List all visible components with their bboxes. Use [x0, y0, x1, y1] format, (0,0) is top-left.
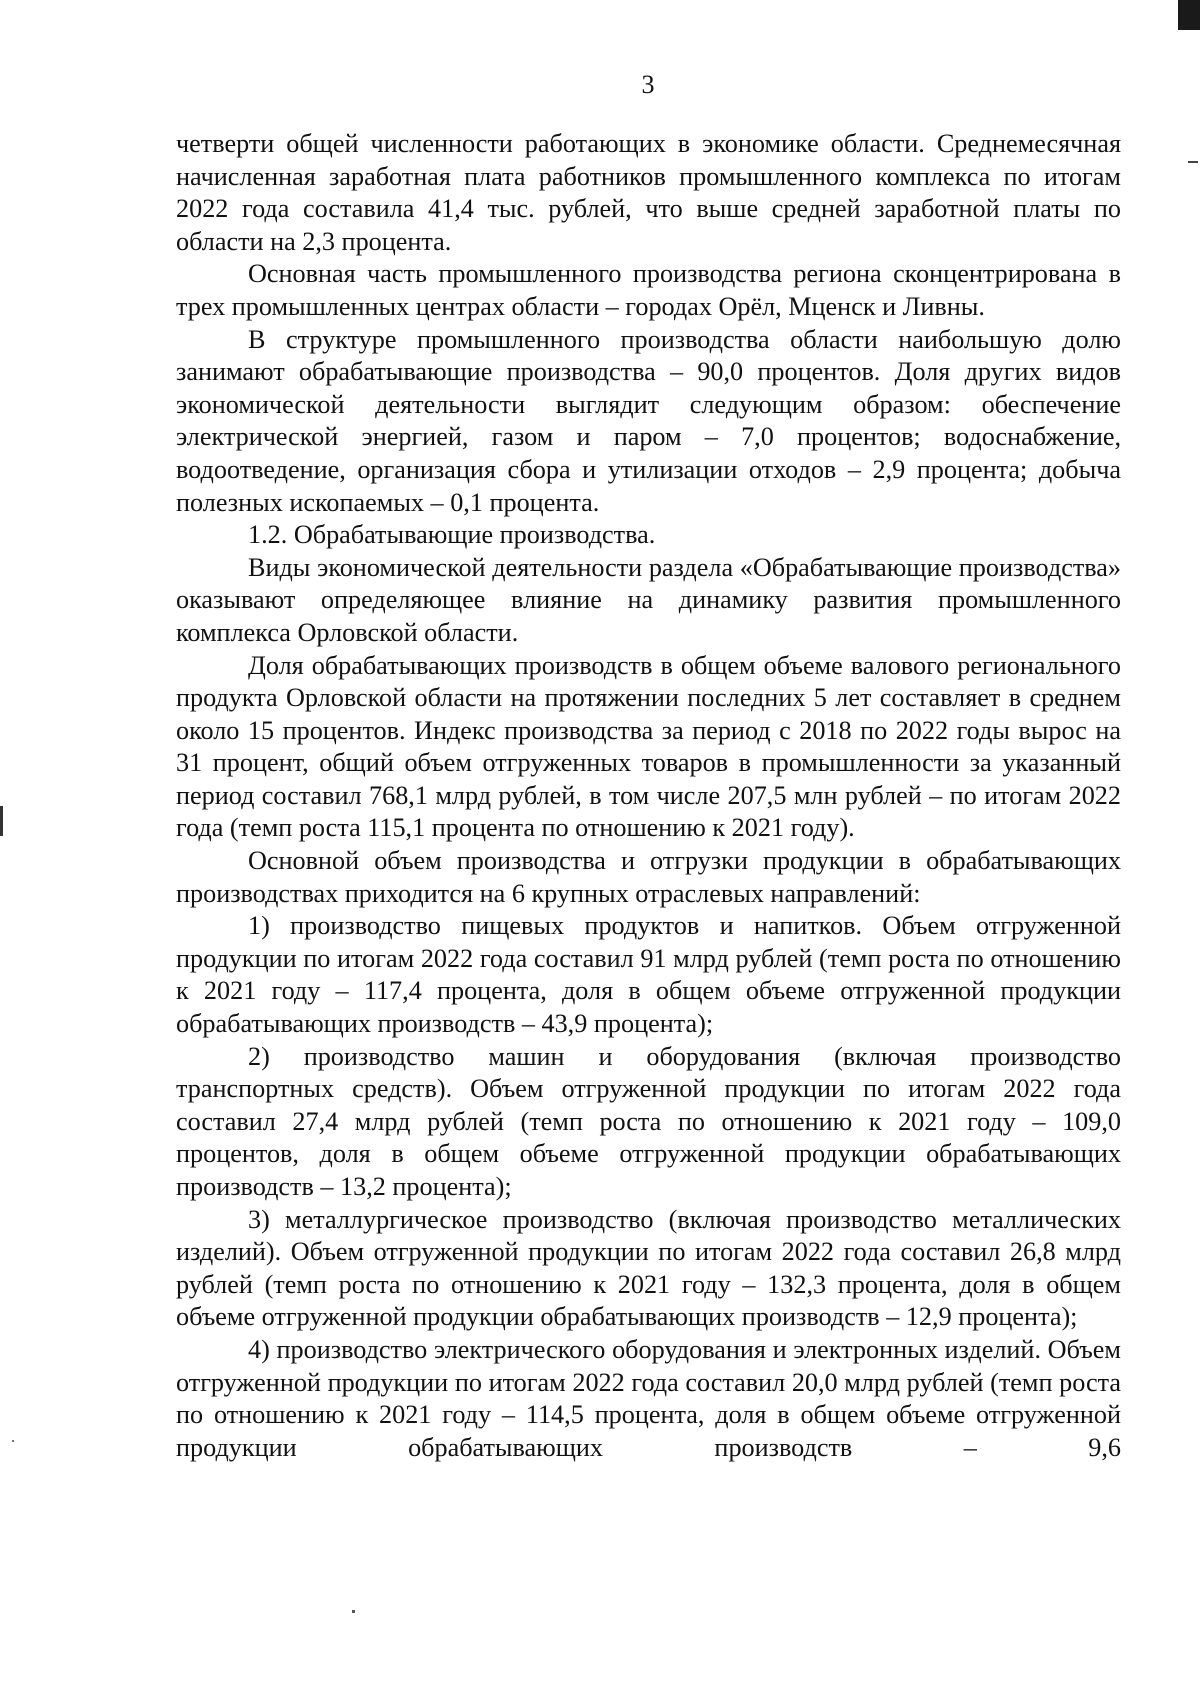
paragraph-manufacturing-share: Доля обрабатывающих производств в общем объеме валового регионального продукта Орловской области на протяжении последних 5 лет составляет в среднем около 15 процентов. Индекс производства за период с 2018 по 2022 годы вырос на 31 процент, общий объем отгруженных товаров в промышленности за указанный период составил 768,1 млрд рублей, в том числе 207,5 млн рублей – по итогам 2022 года (темп роста 115,1 процента по отношению к 2021 году). — [176, 650, 1121, 843]
page-number: 3 — [641, 70, 655, 99]
list-item-machinery-production: 2) производство машин и оборудования (включая производство транспортных средств). Объем отгруженной продукции по итогам 2022 года составил 27,4 млрд рублей (темп роста по отношению к 2021 году – 109,0 процентов, доля в общем объеме отгруженной продукции обрабатывающих производств – 13,2 процента); — [176, 1041, 1121, 1201]
scan-artifact-edge — [0, 806, 3, 836]
scan-artifact-corner — [1178, 0, 1200, 30]
paragraph-workforce-share: четверти общей численности работающих в экономике области. Среднемесячная начисленная заработная плата работников промышленного комплекса по итогам 2022 года составила 41,4 тыс. рублей, что выше средней заработной платы по области на 2,3 процента. — [176, 129, 1121, 256]
list-item-electrical-production: 4) производство электрического оборудования и электронных изделий. Объем отгруженной продукции по итогам 2022 года составил 20,0 млрд рублей (темп роста по отношению к 2021 году – 114,5 процента, доля в общем объеме отгруженной продукции обрабатывающих производств – 9,6 — [176, 1334, 1121, 1462]
paragraph-industrial-centers: Основная часть промышленного производства региона сконцентрирована в трех промышленных центрах области – городах Орёл, Мценск и Ливны. — [176, 259, 1121, 321]
paragraph-manufacturing-influence: Виды экономической деятельности раздела «Обрабатывающие производства» оказывают определяющее влияние на динамику развития промышленного комплекса Орловской области. — [176, 552, 1121, 647]
paragraph-main-directions: Основной объем производства и отгрузки продукции в обрабатывающих производствах приходится на 6 крупных отраслевых направлений: — [176, 846, 1121, 908]
paragraph-industry-structure: В структуре промышленного производства области наибольшую долю занимают обрабатывающие производства – 90,0 процентов. Доля других видов экономической деятельности выглядит следующим образом: обеспечение электрической энергией, газом и паром – 7,0 процентов; водоснабжение, водоотведение, организация сбора и утилизации отходов – 2,9 процента; добыча полезных ископаемых – 0,1 процента. — [176, 324, 1121, 517]
list-item-metallurgy-production: 3) металлургическое производство (включая производство металлических изделий). Объем отгруженной продукции по итогам 2022 года составил 26,8 млрд рублей (темп роста по отношению к 2021 году – 132,3 процента, доля в общем объеме отгруженной продукции обрабатывающих производств – 12,9 процента); — [176, 1204, 1121, 1332]
scan-artifact-dot — [352, 1610, 355, 1613]
list-item-food-production: 1) производство пищевых продуктов и напитков. Объем отгруженной продукции по итогам 2022 года составил 91 млрд рублей (темп роста по отношению к 2021 году – 117,4 процента, доля в общем объеме отгруженной продукции обрабатывающих производств – 43,9 процента); — [176, 911, 1121, 1039]
section-heading-manufacturing: 1.2. Обрабатывающие производства. — [248, 520, 656, 550]
document-body — [176, 128, 1121, 1464]
scan-artifact-dash — [1188, 161, 1198, 163]
scan-artifact-dot — [12, 1440, 14, 1442]
